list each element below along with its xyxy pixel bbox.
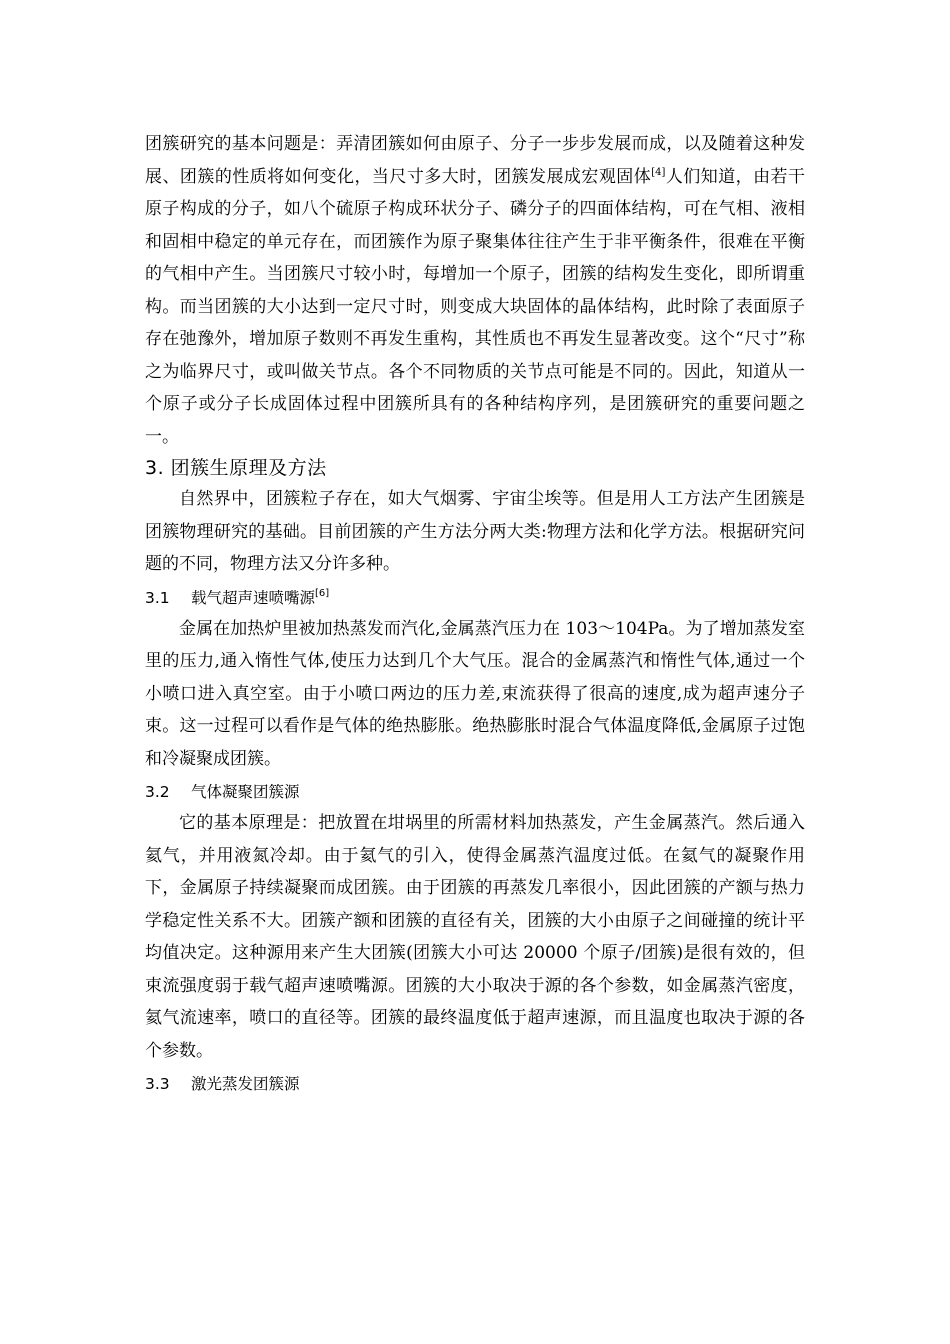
- document-body: [145, 128, 805, 1099]
- subsection-heading-3-1: [145, 583, 805, 613]
- section-heading: 3. 团簇生原理及方法: [145, 457, 327, 479]
- citation-ref: [6]: [315, 587, 330, 599]
- subsection-title: 载气超声速喷嘴源: [191, 588, 316, 607]
- subsection-title: 气体凝聚团簇源: [191, 783, 300, 801]
- section-intro-paragraph: 自然界中，团簇粒子存在，如大气烟雾、宇宙尘埃等。但是用人工方法产生团簇是团簇物理研究的基础。目前团簇的产生方法分两大类:物理方法和化学方法。根据研究问题的不同，物理方法又分许多种。: [145, 489, 805, 574]
- subsection-number: 3.1: [145, 588, 170, 607]
- subsection-heading-3-2: [145, 777, 805, 807]
- citation-ref: [4]: [651, 166, 666, 178]
- paragraph-text: 团簇研究的基本问题是：弄清团簇如何由原子、分子一步步发展而成，以及随着这种发展、团簇的性质将如何变化，当尺寸多大时，团簇发展成宏观固体: [145, 134, 805, 187]
- subsection-body-3-1: 金属在加热炉里被加热蒸发而汽化,金属蒸汽压力在 103～104Pa。为了增加蒸发室里的压力,通入惰性气体,使压力达到几个大气压。混合的金属蒸汽和惰性气体,通过一个小喷口进入真空室。由于小喷口两边的压力差,束流获得了很高的速度,成为超声速分子束。这一过程可以看作是气体的绝热膨胀。绝热膨胀时混合气体温度降低,金属原子过饱和冷凝聚成团簇。: [145, 618, 805, 769]
- subsection-number: 3.2: [145, 783, 170, 801]
- subsection-body-3-2: 它的基本原理是：把放置在坩埚里的所需材料加热蒸发，产生金属蒸汽。然后通入氦气，并用液氮冷却。由于氦气的引入，使得金属蒸汽温度过低。在氦气的凝聚作用下，金属原子持续凝聚而成团簇。由于团簇的再蒸发几率很小，因此团簇的产额与热力学稳定性关系不大。团簇产额和团簇的直径有关，团簇的大小由原子之间碰撞的统计平均值决定。这种源用来产生大团簇(团簇大小可达 20000 个原子/团簇)是很有效的，但束流强度弱于载气超声速喷嘴源。团簇的大小取决于源的各个参数，如金属蒸汽密度，氦气流速率，喷口的直径等。团簇的最终温度低于超声速源，而且温度也取决于源的各个参数。: [145, 813, 805, 1061]
- subsection-number: 3.3: [145, 1075, 170, 1093]
- paragraph-cluster-basics: [145, 128, 805, 453]
- paragraph-text: 人们知道，由若干原子构成的分子，如八个硫原子构成环状分子、磷分子的四面体结构，可在气相、液相和固相中稳定的单元存在，而团簇作为原子聚集体往往产生于非平衡条件，很难在平衡的气相中产生。当团簇尺寸较小时，每增加一个原子，团簇的结构发生变化，即所谓重构。而当团簇的大小达到一定尺寸时，则变成大块固体的晶体结构，此时除了表面原子存在弛豫外，增加原子数则不再发生重构，其性质也不再发生显著改变。这个“尺寸”称之为临界尺寸，或叫做关节点。各个不同物质的关节点可能是不同的。因此，知道从一个原子或分子长成固体过程中团簇所具有的各种结构序列，是团簇研究的重要问题之一。: [145, 166, 806, 447]
- subsection-heading-3-3: [145, 1069, 805, 1099]
- subsection-title: 激光蒸发团簇源: [191, 1075, 300, 1093]
